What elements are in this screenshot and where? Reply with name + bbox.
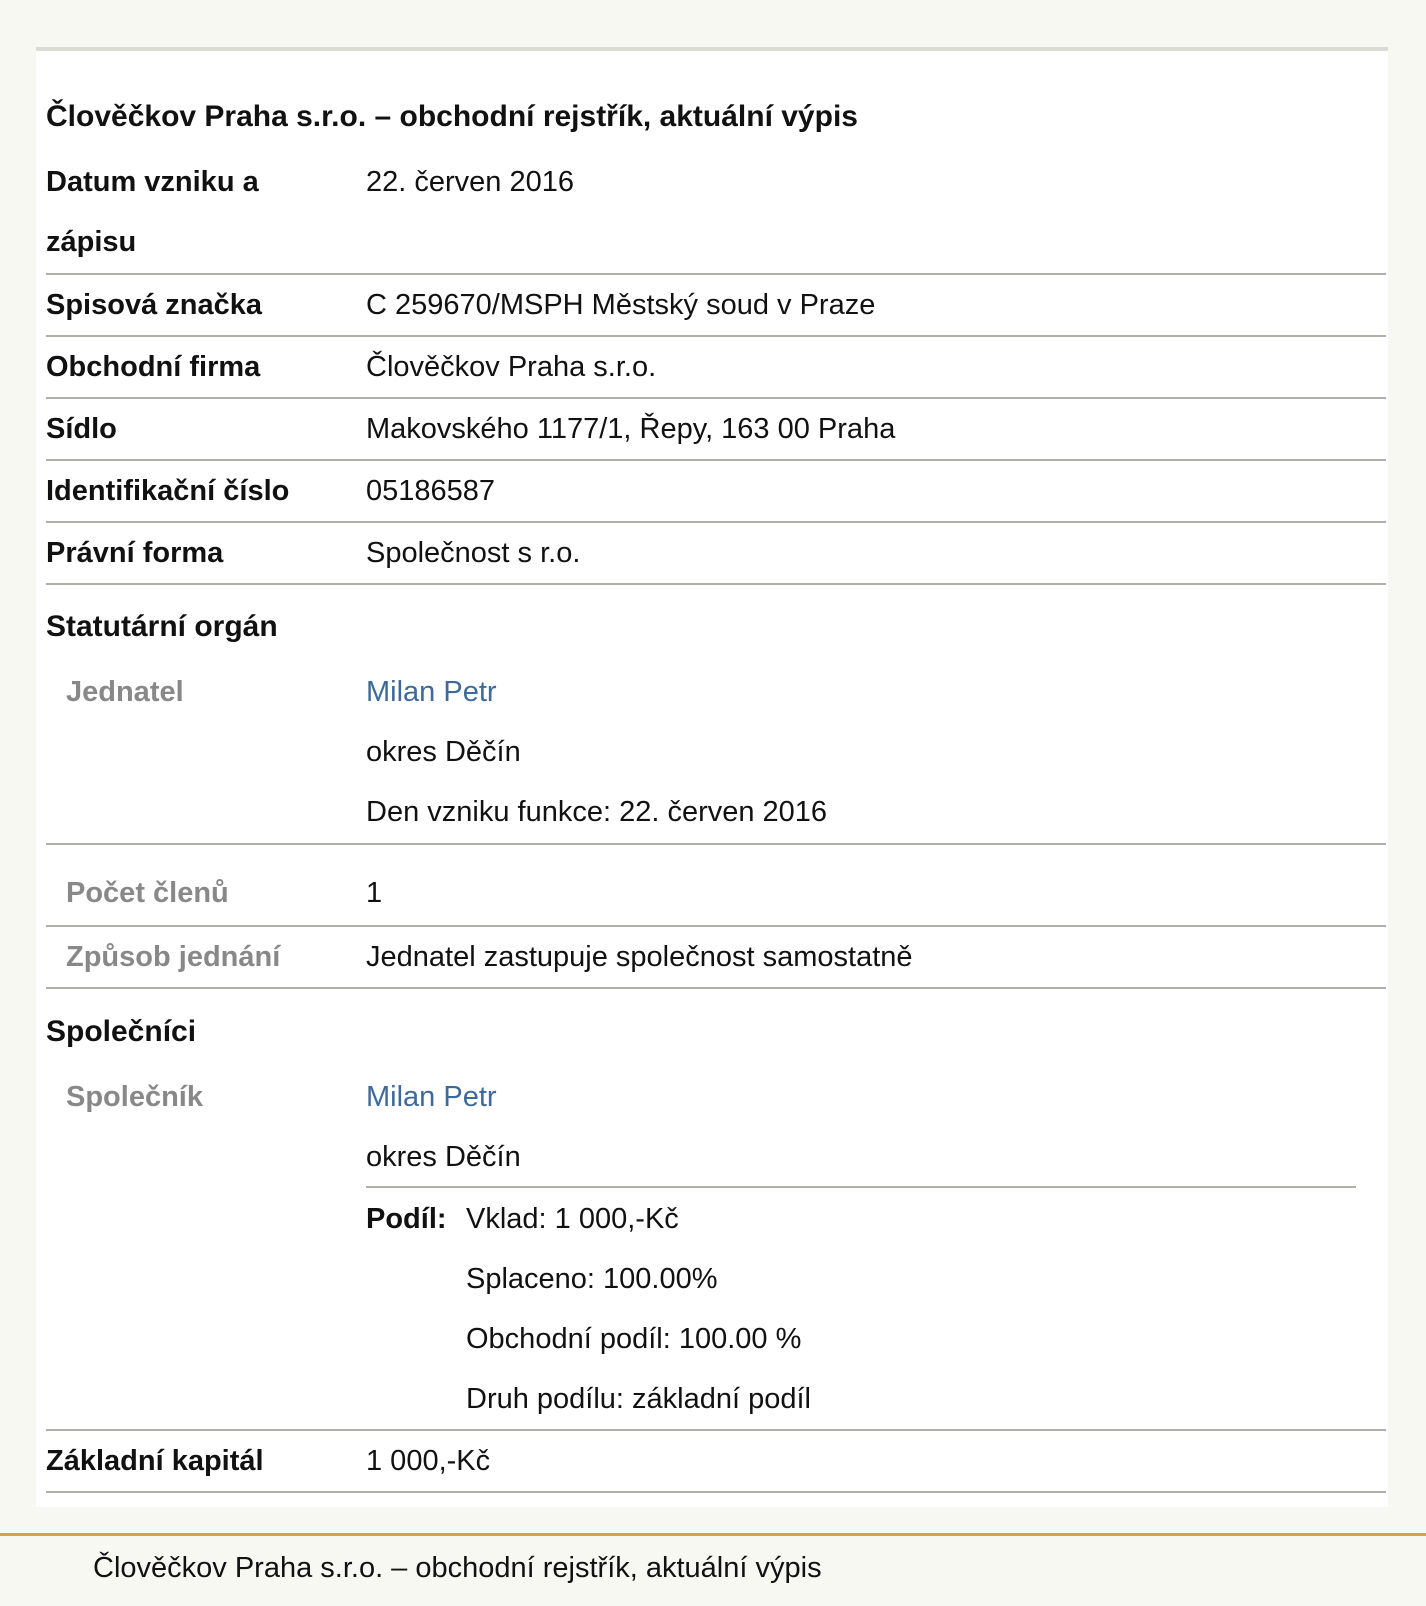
- label-sidlo: Sídlo: [46, 413, 117, 445]
- jednatel-name-link[interactable]: Milan Petr: [366, 676, 497, 708]
- row-zpusob-jednani: [46, 927, 1386, 989]
- row-identifikacni-cislo: [46, 461, 1386, 523]
- row-jednatel: [46, 660, 1386, 845]
- heading-statutarni-organ: Statutární orgán: [46, 610, 278, 643]
- value-identifikacni-cislo: 05186587: [366, 475, 496, 507]
- podil-divider: [366, 1186, 1356, 1188]
- footer-divider: [0, 1533, 1426, 1536]
- label-zakladni-kapital: Základní kapitál: [46, 1445, 264, 1477]
- label-zpusob-jednani: Způsob jednání: [66, 941, 281, 973]
- label-jednatel: Jednatel: [66, 676, 184, 708]
- spolecnik-name-link[interactable]: Milan Petr: [366, 1081, 497, 1113]
- podil-vklad: Vklad: 1 000,-Kč: [466, 1203, 679, 1235]
- podil-obchodni: Obchodní podíl: 100.00 %: [466, 1323, 802, 1355]
- value-zakladni-kapital: 1 000,-Kč: [366, 1445, 491, 1477]
- label-identifikacni-cislo: Identifikační číslo: [46, 475, 290, 507]
- page-title: Člověčkov Praha s.r.o. – obchodní rejstřík, aktuální výpis: [46, 100, 858, 133]
- footer-title: Člověčkov Praha s.r.o. – obchodní rejstřík, aktuální výpis: [93, 1552, 822, 1584]
- label-datum-vzniku-1: Datum vzniku a: [46, 166, 259, 198]
- podil-label: Podíl:: [366, 1203, 447, 1235]
- row-sidlo: [46, 399, 1386, 461]
- jednatel-den-vzniku: Den vzniku funkce: 22. červen 2016: [366, 796, 828, 828]
- spolecnik-okres: okres Děčín: [366, 1141, 521, 1173]
- row-datum-vzniku: [46, 160, 1386, 275]
- label-pravni-forma: Právní forma: [46, 537, 224, 569]
- label-spolecnik: Společník: [66, 1081, 203, 1113]
- label-obchodni-firma: Obchodní firma: [46, 351, 261, 383]
- podil-splaceno: Splaceno: 100.00%: [466, 1263, 718, 1295]
- row-zakladni-kapital: [46, 1431, 1386, 1493]
- value-zpusob-jednani: Jednatel zastupuje společnost samostatně: [366, 941, 913, 973]
- row-spisova-znacka: [46, 275, 1386, 337]
- row-obchodni-firma: [46, 337, 1386, 399]
- label-datum-vzniku-2: zápisu: [46, 226, 137, 258]
- value-sidlo: Makovského 1177/1, Řepy, 163 00 Praha: [366, 413, 896, 445]
- row-spolecnik: [46, 1065, 1386, 1431]
- row-pravni-forma: [46, 523, 1386, 585]
- heading-spolecnici: Společníci: [46, 1015, 197, 1048]
- podil-druh: Druh podílu: základní podíl: [466, 1383, 811, 1415]
- label-pocet-clenu: Počet členů: [66, 877, 229, 909]
- value-pravni-forma: Společnost s r.o.: [366, 537, 581, 569]
- row-pocet-clenu: [46, 845, 1386, 927]
- value-obchodni-firma: Člověčkov Praha s.r.o.: [366, 351, 657, 383]
- value-datum-vzniku: 22. červen 2016: [366, 166, 574, 198]
- value-spisova-znacka: C 259670/MSPH Městský soud v Praze: [366, 289, 876, 321]
- value-pocet-clenu: 1: [366, 877, 383, 909]
- jednatel-okres: okres Děčín: [366, 736, 521, 768]
- label-spisova-znacka: Spisová značka: [46, 289, 262, 321]
